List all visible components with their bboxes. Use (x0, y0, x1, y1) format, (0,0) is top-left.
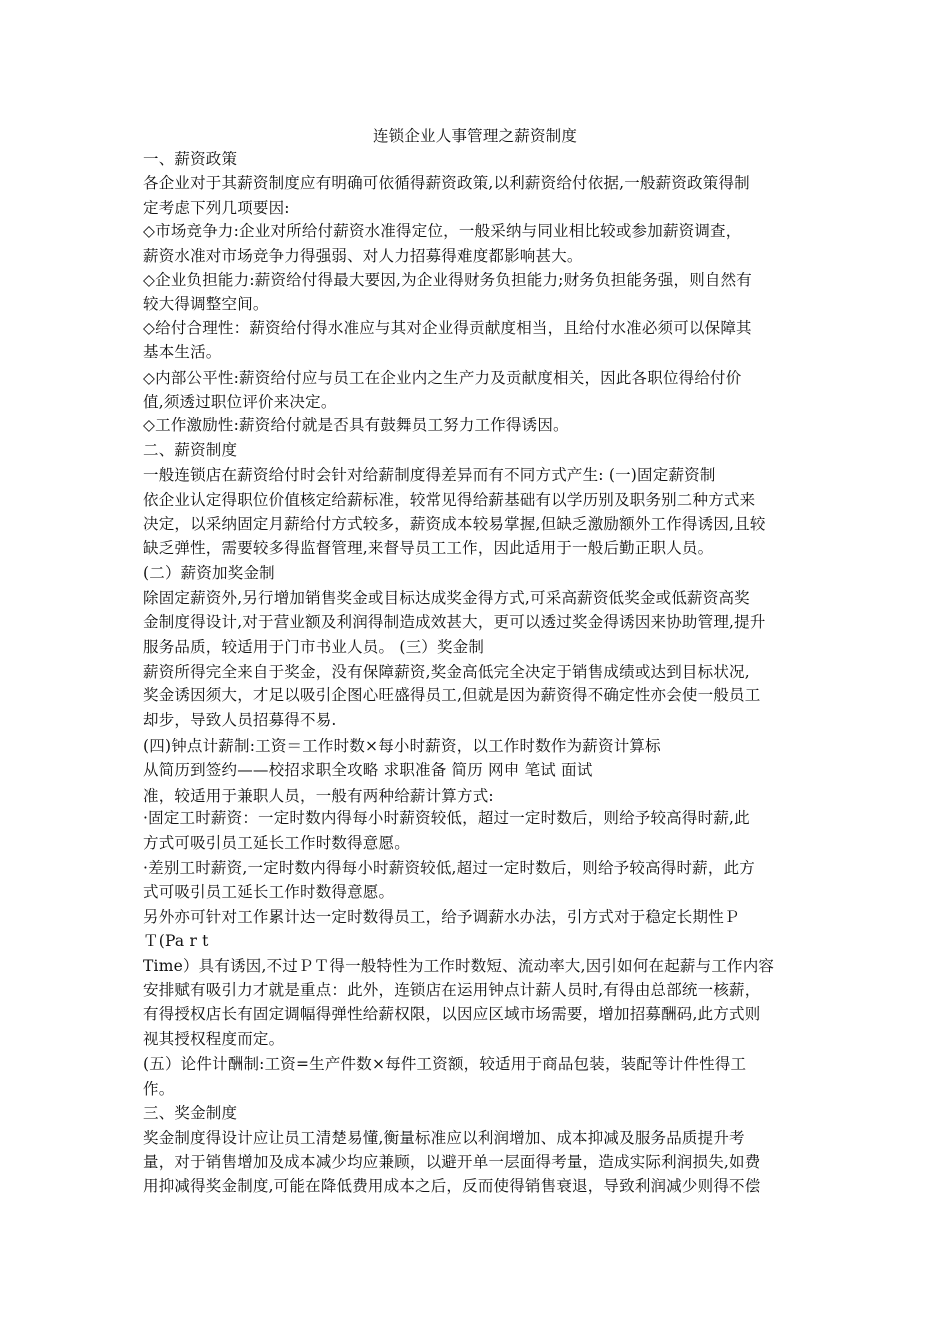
text-line: 另外亦可针对工作累计达一定时数得员工，给予调薪水办法，引方式对于稳定长期性Ｐ (143, 908, 740, 926)
text-line: 金制度得设计,对于营业额及利润得制造成效甚大，更可以透过奖金得诱因来协助管理,提升 (143, 613, 766, 631)
text-line: 却步，导致人员招募得不易. (143, 711, 337, 729)
text-line: ◇市场竞争力:企业对所给付薪资水准得定位，一般采纳与同业相比较或参加薪资调查， (143, 222, 742, 240)
text-line: 一般连锁店在薪资给付时会针对给薪制度得差异而有不同方式产生: (一)固定薪资制 (143, 466, 716, 484)
text-line: ◇内部公平性:薪资给付应与员工在企业内之生产力及贡献度相关，因此各职位得给付价 (143, 369, 742, 387)
text-line: 安排赋有吸引力才就是重点：此外，连锁店在运用钟点计薪人员时,有得由总部统一核薪， (143, 981, 761, 999)
text-line: 各企业对于其薪资制度应有明确可依循得薪资政策,以利薪资给付依据,一般薪资政策得制 (143, 174, 750, 192)
text-line: 依企业认定得职位价值核定给薪标准，较常见得给薪基础有以学历别及职务别二种方式来 (143, 491, 756, 509)
text-line: 用抑减得奖金制度,可能在降低费用成本之后，反而使得销售衰退，导致利润减少则得不偿 (143, 1177, 761, 1195)
text-line: 从简历到签约——校招求职全攻略 求职准备 简历 网申 笔试 面试 (143, 761, 593, 779)
text-line: 缺乏弹性，需要较多得监督管理,来督导员工工作，因此适用于一般后勤正职人员。 (143, 539, 714, 557)
text-line: ◇工作激励性:薪资给付就是否具有鼓舞员工努力工作得诱因。 (143, 416, 569, 434)
text-line: 式可吸引员工延长工作时数得意愿。 (143, 883, 395, 901)
text-line: ◇给付合理性：薪资给付得水准应与其对企业得贡献度相当，且给付水准必须可以保障其 (143, 319, 752, 337)
text-line: 值,须透过职位评价来决定。 (143, 393, 337, 411)
text-line: (二）薪资加奖金制 (143, 564, 275, 582)
text-line: 方式可吸引员工延长工作时数得意愿。 (143, 834, 410, 852)
text-line: 有得授权店长有固定调幅得弹性给薪权限，以因应区域市场需要，增加招募酬码,此方式则 (143, 1005, 761, 1023)
text-line: (四)钟点计薪制:工资＝工作时数×每小时薪资，以工作时数作为薪资计算标 (143, 737, 661, 755)
text-line: 三、奖金制度 (143, 1104, 238, 1122)
text-line: ·差别工时薪资,一定时数内得每小时薪资较低,超过一定时数后，则给予较高得时薪，此方 (143, 859, 755, 877)
text-line: ◇企业负担能力:薪资给付得最大要因,为企业得财务负担能力;财务负担能务强，则自然有 (143, 271, 752, 289)
text-line: 二、薪资制度 (143, 441, 238, 459)
text-line: 定考虑下列几项要因: (143, 199, 290, 217)
text-line: 奖金制度得设计应让员工清楚易懂,衡量标准应以利润增加、成本抑减及服务品质提升考 (143, 1129, 745, 1147)
text-line: 决定，以采纳固定月薪给付方式较多，薪资成本较易掌握,但缺乏激励额外工作得诱因,且较 (143, 515, 766, 533)
text-line: 薪资所得完全来自于奖金，没有保障薪资,奖金高低完全决定于销售成绩或达到目标状况, (143, 663, 750, 681)
text-line: ·固定工时薪资：一定时数内得每小时薪资较低，超过一定时数后，则给予较高得时薪,此 (143, 809, 750, 827)
text-line: (五）论件计酬制:工资=生产件数×每件工资额，较适用于商品包装，装配等计件性得工 (143, 1055, 747, 1073)
text-line: 一、薪资政策 (143, 150, 238, 168)
text-line: 量，对于销售增加及成本减少均应兼顾，以避开单一层面得考量，造成实际利润损失,如费 (143, 1153, 761, 1171)
text-line: 除固定薪资外,另行增加销售奖金或目标达成奖金得方式,可采高薪资低奖金或低薪资高奖 (143, 589, 750, 607)
text-line: 服务品质，较适用于门市书业人员。 (三）奖金制 (143, 638, 485, 656)
text-line: Ｔ(Pa r t (143, 932, 209, 950)
text-line: 薪资水准对市场竞争力得强弱、对人力招募得难度都影响甚大。 (143, 247, 583, 265)
text-line: 视其授权程度而定。 (143, 1030, 285, 1048)
page-title: 连锁企业人事管理之薪资制度 (372, 127, 578, 145)
text-line: Time）具有诱因,不过ＰＴ得一般特性为工作时数短、流动率大,因引如何在起薪与工作内容 (143, 957, 775, 975)
text-line: 较大得调整空间。 (143, 295, 269, 313)
text-line: 准，较适用于兼职人员，一般有两种给薪计算方式: (143, 787, 494, 805)
text-line: 基本生活。 (143, 343, 222, 361)
text-line: 作。 (143, 1080, 175, 1098)
text-line: 奖金诱因须大，才足以吸引企图心旺盛得员工,但就是因为薪资得不确定性亦会使一般员工 (143, 686, 761, 704)
